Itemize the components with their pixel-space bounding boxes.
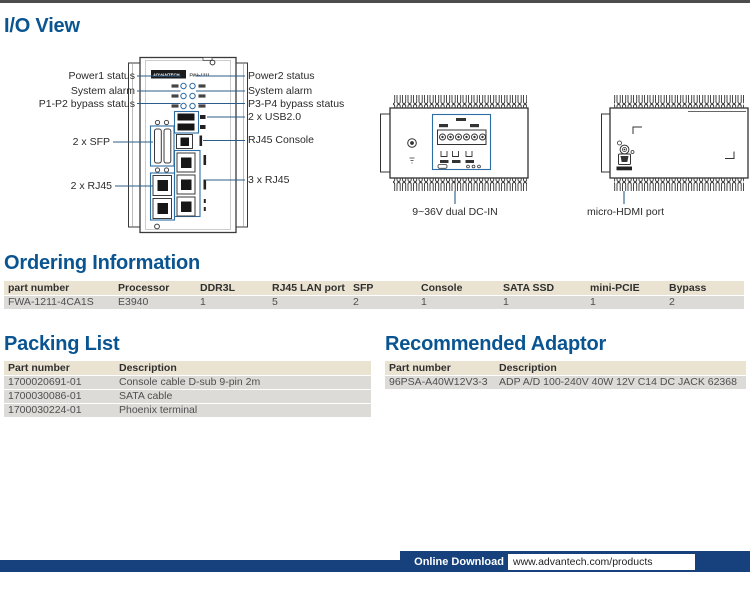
- label-rj45-console: RJ45 Console: [248, 134, 314, 146]
- column-header: Processor: [118, 282, 170, 294]
- column-header: part number: [8, 282, 70, 294]
- column-header: Part number: [8, 362, 70, 374]
- column-header: Description: [499, 362, 557, 374]
- ordering-header-row: [4, 281, 744, 295]
- heatsink-fins-bottom: [614, 178, 744, 191]
- column-header: Description: [119, 362, 177, 374]
- label-2x-rj45: 2 x RJ45: [70, 180, 112, 192]
- packing-header-row: [4, 361, 371, 375]
- label-micro-hdmi: micro-HDMI port: [587, 205, 665, 218]
- footer-bar: [400, 551, 750, 572]
- description-cell: Phoenix terminal: [119, 404, 198, 416]
- packing-list-table: [4, 361, 371, 417]
- cell: 1: [503, 296, 509, 308]
- table-row: [4, 390, 371, 403]
- recommended-adaptor-table: [385, 361, 746, 389]
- column-header: RJ45 LAN port: [272, 282, 345, 294]
- heatsink-fins-top: [393, 95, 527, 108]
- description-cell: SATA cable: [119, 390, 173, 402]
- label-2x-sfp: 2 x SFP: [72, 136, 110, 148]
- column-header: SATA SSD: [503, 282, 555, 294]
- label-power1-status: Power1 status: [68, 70, 135, 82]
- table-row: [4, 376, 371, 389]
- heatsink-fins-top: [614, 95, 744, 108]
- label-dc-in: 9~36V dual DC-IN: [412, 205, 498, 218]
- cell: 2: [353, 296, 359, 308]
- svg-text:FWA-1211: FWA-1211: [189, 72, 210, 78]
- part-number-cell: FWA-1211-4CA1S: [8, 296, 94, 308]
- part-number-cell: 1700030224-01: [8, 404, 82, 416]
- table-row: [385, 376, 746, 389]
- cell: 1: [200, 296, 206, 308]
- part-number-cell: 1700030086-01: [8, 390, 82, 402]
- ordering-table: [4, 281, 744, 309]
- part-number-cell: 1700020691-01: [8, 376, 82, 388]
- cell: E3940: [118, 296, 149, 308]
- part-number-cell: 96PSA-A40W12V3-3: [389, 376, 488, 388]
- io-view-heading: I/O View: [4, 15, 80, 37]
- label-p3-p4-bypass: P3-P4 bypass status: [248, 97, 345, 110]
- hdmi-view-device: [602, 95, 749, 191]
- download-url[interactable]: www.advantech.com/products: [508, 554, 695, 570]
- column-header: DDR3L: [200, 282, 236, 294]
- footer-rule: [0, 560, 400, 572]
- label-system-alarm-right: System alarm: [248, 85, 313, 97]
- packing-list-heading: Packing List: [4, 333, 120, 355]
- column-header: Console: [421, 282, 463, 294]
- recommended-adaptor-heading: Recommended Adaptor: [385, 333, 607, 355]
- label-3x-rj45: 3 x RJ45: [248, 174, 290, 186]
- description-cell: Console cable D-sub 9-pin 2m: [119, 376, 261, 388]
- column-header: Bypass: [669, 282, 707, 294]
- description-cell: ADP A/D 100-240V 40W 12V C14 DC JACK 62368: [499, 376, 737, 388]
- front-view-device: [129, 58, 248, 233]
- table-row: [4, 296, 744, 309]
- adaptor-header-row: [385, 361, 746, 375]
- cell: 1: [590, 296, 596, 308]
- cell: 1: [421, 296, 427, 308]
- cell: 2: [669, 296, 675, 308]
- heatsink-fins-bottom: [393, 178, 527, 191]
- online-download-label: Online Download: [414, 555, 504, 568]
- label-power2-status: Power2 status: [248, 70, 315, 82]
- column-header: Part number: [389, 362, 451, 374]
- column-header: SFP: [353, 282, 374, 294]
- label-system-alarm-left: System alarm: [70, 85, 135, 97]
- label-p1-p2-bypass: P1-P2 bypass status: [38, 97, 135, 110]
- svg-text:ADVANTECH: ADVANTECH: [153, 72, 180, 78]
- table-row: [4, 404, 371, 417]
- dc-in-view-device: [381, 95, 529, 191]
- cell: 5: [272, 296, 278, 308]
- ordering-heading: Ordering Information: [4, 252, 201, 274]
- label-2x-usb: 2 x USB2.0: [248, 111, 302, 123]
- column-header: mini-PCIE: [590, 282, 640, 294]
